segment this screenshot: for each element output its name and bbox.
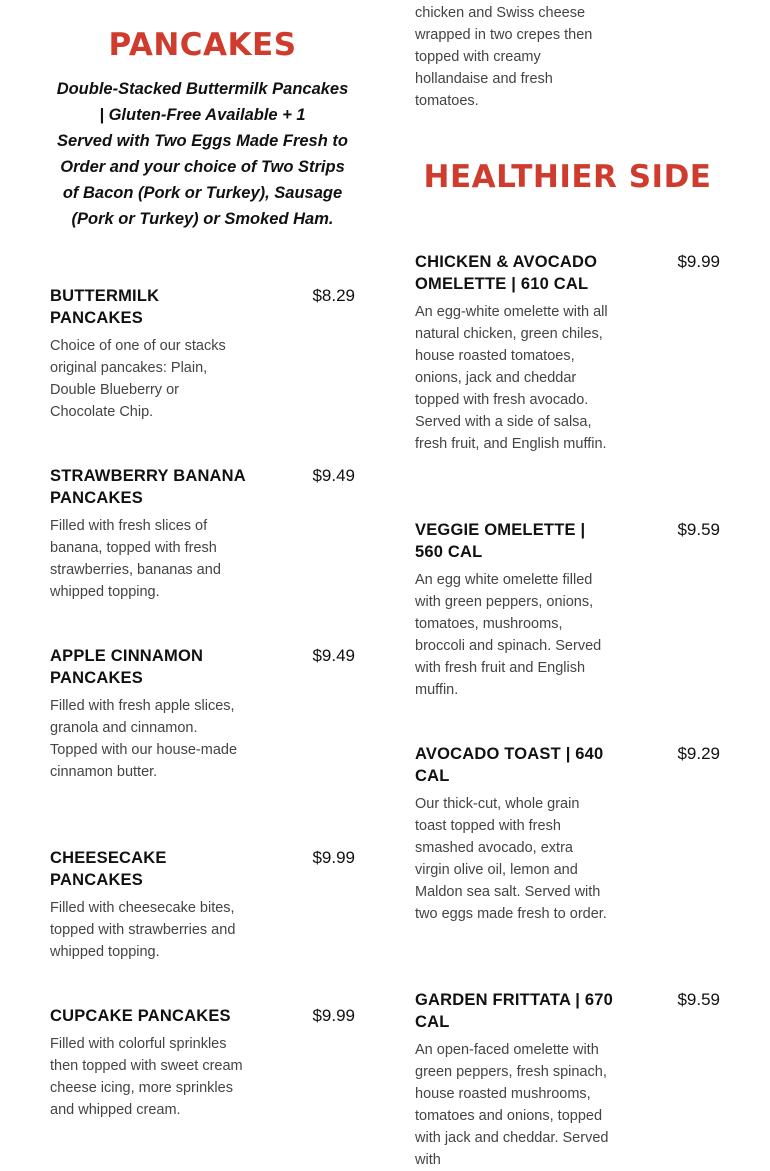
top-fragment-description: chicken and Swiss cheese wrapped in two crepes then topped with creamy hollandaise and fresh tomatoes.	[415, 5, 593, 109]
item-price: $8.29	[312, 286, 355, 305]
menu-item	[50, 645, 355, 815]
item-name: AVOCADO TOAST | 640 CAL	[415, 745, 604, 785]
item-price: $9.59	[677, 520, 720, 539]
item-description: Filled with fresh slices of banana, topped with fresh strawberries, bananas and whipped topping.	[50, 518, 221, 600]
item-price: $9.49	[312, 646, 355, 665]
item-description: Filled with colorful sprinkles then topped with sweet cream cheese icing, more sprinkles and whipped cream.	[50, 1036, 243, 1118]
item-name: CUPCAKE PANCAKES	[50, 1007, 231, 1025]
pancakes-subtitle: Double-Stacked Buttermilk Pancakes | Gluten-Free Available + 1 Served with Two Eggs Made Fresh to Order and your choice of Two Strips of Bacon (Pork or Turkey), Sausage (Pork or Turkey) or Smoked Ham.	[56, 80, 349, 228]
menu-item	[50, 1005, 355, 1155]
item-description: Our thick-cut, whole grain toast topped with fresh smashed avocado, extra virgin olive oil, lemon and Maldon sea salt. Served with two eggs made fresh to order.	[415, 796, 607, 922]
menu-item	[50, 465, 355, 615]
item-price: $9.99	[312, 1006, 355, 1025]
item-name: CHICKEN & AVOCADO OMELETTE | 610 CAL	[415, 253, 598, 293]
item-description: Choice of one of our stacks original pancakes: Plain, Double Blueberry or Chocolate Chip.	[50, 338, 226, 420]
item-price: $9.99	[312, 848, 355, 867]
menu-item	[415, 251, 720, 491]
menu-item	[50, 847, 355, 977]
item-name: VEGGIE OMELETTE | 560 CAL	[415, 521, 586, 561]
item-description: Filled with cheesecake bites, topped with strawberries and whipped topping.	[50, 900, 236, 960]
item-name: CHEESECAKE PANCAKES	[50, 849, 167, 889]
menu-item	[50, 285, 355, 435]
item-description: An egg white omelette filled with green peppers, onions, tomatoes, mushrooms, broccoli and spinach. Served with fresh fruit and English muffin.	[415, 572, 602, 698]
item-price: $9.99	[677, 252, 720, 271]
pancakes-title: PANCAKES	[108, 27, 297, 63]
item-name: BUTTERMILK PANCAKES	[50, 287, 160, 327]
item-price: $9.29	[677, 744, 720, 763]
menu-item	[415, 743, 720, 963]
item-price: $9.49	[312, 466, 355, 485]
item-description: An egg-white omelette with all natural chicken, green chiles, house roasted tomatoes, onions, jack and cheddar topped with fresh avocado. Served with a side of salsa, fresh fruit, and English muffin.	[415, 304, 608, 452]
item-description: An open-faced omelette with green peppers, fresh spinach, house roasted mushrooms, tomatoes and onions, topped with jack and cheddar. Served with	[415, 1042, 609, 1168]
healthier-title: HEALTHIER SIDE	[423, 159, 712, 195]
item-name: STRAWBERRY BANANA PANCAKES	[50, 467, 246, 507]
item-price: $9.59	[677, 990, 720, 1009]
menu-item	[415, 519, 720, 719]
item-name: GARDEN FRITTATA | 670 CAL	[415, 991, 613, 1031]
menu-item	[415, 989, 720, 1169]
item-name: APPLE CINNAMON PANCAKES	[50, 647, 204, 687]
item-description: Filled with fresh apple slices, granola and cinnamon. Topped with our house-made cinnamon butter.	[50, 698, 238, 780]
